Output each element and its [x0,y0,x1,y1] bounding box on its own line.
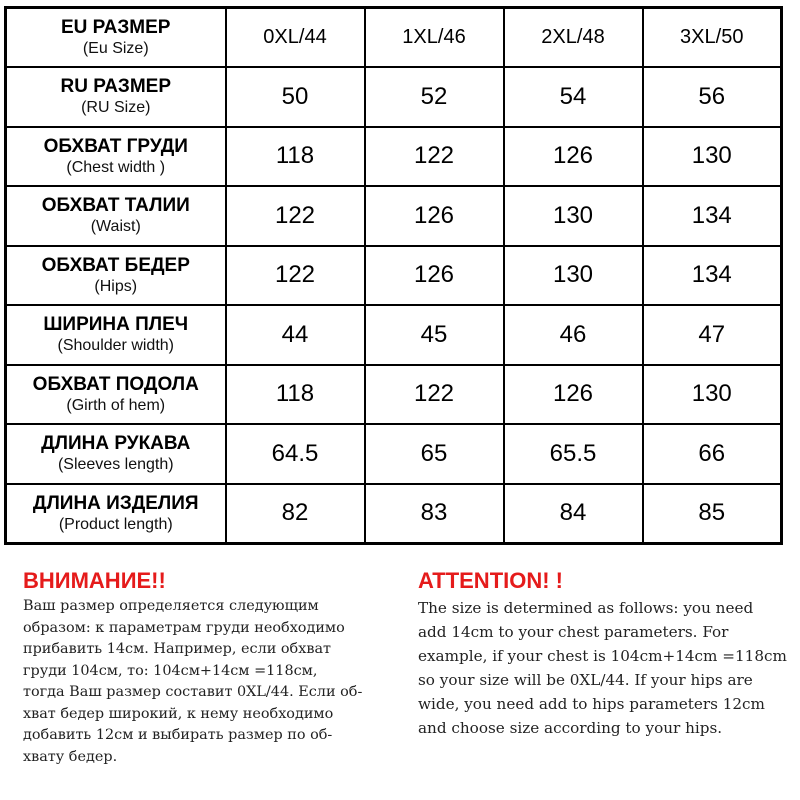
measurement-cell: 56 [643,67,782,127]
measurement-cell: 54 [504,67,643,127]
measurement-cell: 130 [504,246,643,306]
measurement-cell: 118 [226,127,365,187]
row-label-en: (Waist) [90,218,141,236]
row-label-en: (Shoulder width) [57,337,174,355]
table-row [6,365,782,425]
row-label-ru: ОБХВАТ ГРУДИ [43,135,188,157]
attention-note-en [418,566,800,740]
row-label-en: (Eu Size) [82,40,149,57]
measurement-cell: 130 [643,127,782,187]
attention-note-ru [23,566,408,768]
table-header-row [6,8,782,68]
measurement-cell: 122 [226,246,365,306]
measurement-cell: 126 [504,365,643,425]
row-label-en: (RU Size) [81,99,151,117]
measurement-cell: 122 [365,365,504,425]
row-label-cell [6,186,226,246]
table-row [6,246,782,306]
measurement-cell: 118 [226,365,365,425]
measurement-cell: 122 [226,186,365,246]
row-label-cell [6,8,226,68]
size-header-cell: 3XL/50 [643,8,782,68]
measurement-cell: 134 [643,246,782,306]
size-header-cell: 1XL/46 [365,8,504,68]
attention-title-ru: ВНИМАНИЕ!! [23,568,166,593]
measurement-cell: 44 [226,305,365,365]
measurement-cell: 45 [365,305,504,365]
measurement-cell: 84 [504,484,643,544]
size-header-cell: 2XL/48 [504,8,643,68]
measurement-cell: 134 [643,186,782,246]
measurement-cell: 64.5 [226,424,365,484]
measurement-cell: 130 [643,365,782,425]
table-row [6,424,782,484]
row-label-en: (Sleeves length) [57,456,174,474]
measurement-cell: 65.5 [504,424,643,484]
measurement-cell: 50 [226,67,365,127]
notes-section [0,566,800,800]
row-label-ru: EU РАЗМЕР [61,17,171,38]
attention-title-en: ATTENTION! ! [418,568,564,593]
row-label-ru: ШИРИНА ПЛЕЧ [43,314,189,336]
row-label-ru: RU РАЗМЕР [60,76,172,98]
measurement-cell: 122 [365,127,504,187]
row-label-ru: ДЛИНА РУКАВА [41,433,191,455]
measurement-cell: 66 [643,424,782,484]
table-row [6,186,782,246]
measurement-cell: 47 [643,305,782,365]
measurement-cell: 130 [504,186,643,246]
row-label-cell [6,246,226,306]
measurement-cell: 126 [365,186,504,246]
size-chart-table [4,6,783,545]
row-label-cell [6,67,226,127]
size-header-cell: 0XL/44 [226,8,365,68]
table-row [6,305,782,365]
row-label-cell [6,424,226,484]
row-label-cell [6,365,226,425]
measurement-cell: 52 [365,67,504,127]
attention-text-en: The size is determined as follows: you need add 14cm to your chest parameters. For example, if your chest is 104cm+14cm =118cm so your size will be 0XL/44. If your hips are wide, you need add to hips parameters 12cm and choose size according to your hips. [418,599,787,737]
measurement-cell: 82 [226,484,365,544]
measurement-cell: 65 [365,424,504,484]
row-label-ru: ОБХВАТ БЕДЕР [41,254,190,276]
row-label-en: (Girth of hem) [66,396,166,414]
measurement-cell: 126 [365,246,504,306]
measurement-cell: 83 [365,484,504,544]
row-label-en: (Product length) [58,515,173,533]
row-label-ru: ДЛИНА ИЗДЕЛИЯ [32,492,199,514]
row-label-cell [6,305,226,365]
row-label-cell [6,127,226,187]
size-chart-body [6,8,782,544]
row-label-ru: ОБХВАТ ТАЛИИ [41,195,190,217]
measurement-cell: 46 [504,305,643,365]
row-label-cell [6,484,226,544]
table-row [6,127,782,187]
row-label-ru: ОБХВАТ ПОДОЛА [32,373,199,395]
attention-text-ru: Ваш размер определяется следующим образом: к параметрам груди необходимо прибавить 14см. Например, если обхват груди 104см, то: 104см+14см =118см, тогда Ваш размер составит 0XL/44. Если об- хват бедер широкий, к нему необходимо добавить 12см и выбирать размер по об- хвату бедер. [23,598,363,765]
table-row [6,67,782,127]
table-row [6,484,782,544]
measurement-cell: 85 [643,484,782,544]
row-label-en: (Chest width ) [66,158,166,176]
measurement-cell: 126 [504,127,643,187]
row-label-en: (Hips) [94,277,138,295]
